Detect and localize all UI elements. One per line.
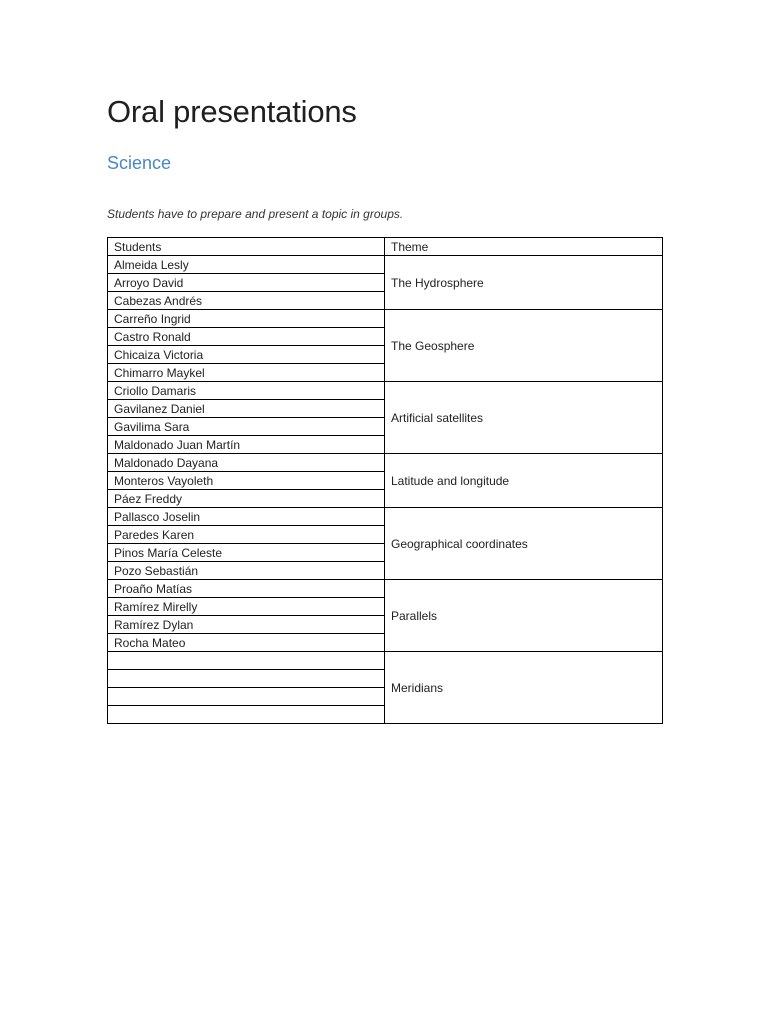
student-name-cell (108, 670, 385, 688)
student-name-cell: Maldonado Dayana (108, 454, 385, 472)
table-header-row (108, 238, 663, 256)
intro-text: Students have to prepare and present a topic in groups. (107, 207, 404, 221)
table-row (108, 310, 663, 328)
student-name-cell: Cabezas Andrés (108, 292, 385, 310)
student-name-cell: Gavilanez Daniel (108, 400, 385, 418)
student-name-cell: Chimarro Maykel (108, 364, 385, 382)
table-row (108, 454, 663, 472)
student-name-cell (108, 652, 385, 670)
students-column-header: Students (108, 238, 385, 256)
document-title: Oral presentations (107, 94, 357, 129)
student-name-cell: Ramírez Mirelly (108, 598, 385, 616)
table-row (108, 256, 663, 274)
student-name-cell: Monteros Vayoleth (108, 472, 385, 490)
student-name-cell (108, 688, 385, 706)
document-subtitle: Science (107, 153, 172, 173)
student-name-cell: Castro Ronald (108, 328, 385, 346)
student-name-cell: Proaño Matías (108, 580, 385, 598)
theme-cell: Meridians (385, 652, 663, 724)
student-name-cell: Gavilima Sara (108, 418, 385, 436)
student-name-cell: Ramírez Dylan (108, 616, 385, 634)
student-name-cell: Arroyo David (108, 274, 385, 292)
theme-cell: Parallels (385, 580, 663, 652)
table-row (108, 508, 663, 526)
groups-table (107, 237, 663, 724)
student-name-cell: Paredes Karen (108, 526, 385, 544)
student-name-cell: Criollo Damaris (108, 382, 385, 400)
theme-column-header: Theme (385, 238, 663, 256)
table-row (108, 382, 663, 400)
student-name-cell: Pozo Sebastián (108, 562, 385, 580)
student-name-cell: Páez Freddy (108, 490, 385, 508)
theme-cell: The Geosphere (385, 310, 663, 382)
theme-cell: The Hydrosphere (385, 256, 663, 310)
student-name-cell: Maldonado Juan Martín (108, 436, 385, 454)
student-name-cell: Carreño Ingrid (108, 310, 385, 328)
theme-cell: Latitude and longitude (385, 454, 663, 508)
theme-cell: Artificial satellites (385, 382, 663, 454)
table-row (108, 580, 663, 598)
student-name-cell (108, 706, 385, 724)
groups-table-body (108, 256, 663, 724)
student-name-cell: Pallasco Joselin (108, 508, 385, 526)
student-name-cell: Almeida Lesly (108, 256, 385, 274)
student-name-cell: Chicaiza Victoria (108, 346, 385, 364)
theme-cell: Geographical coordinates (385, 508, 663, 580)
student-name-cell: Pinos María Celeste (108, 544, 385, 562)
table-row (108, 652, 663, 670)
student-name-cell: Rocha Mateo (108, 634, 385, 652)
